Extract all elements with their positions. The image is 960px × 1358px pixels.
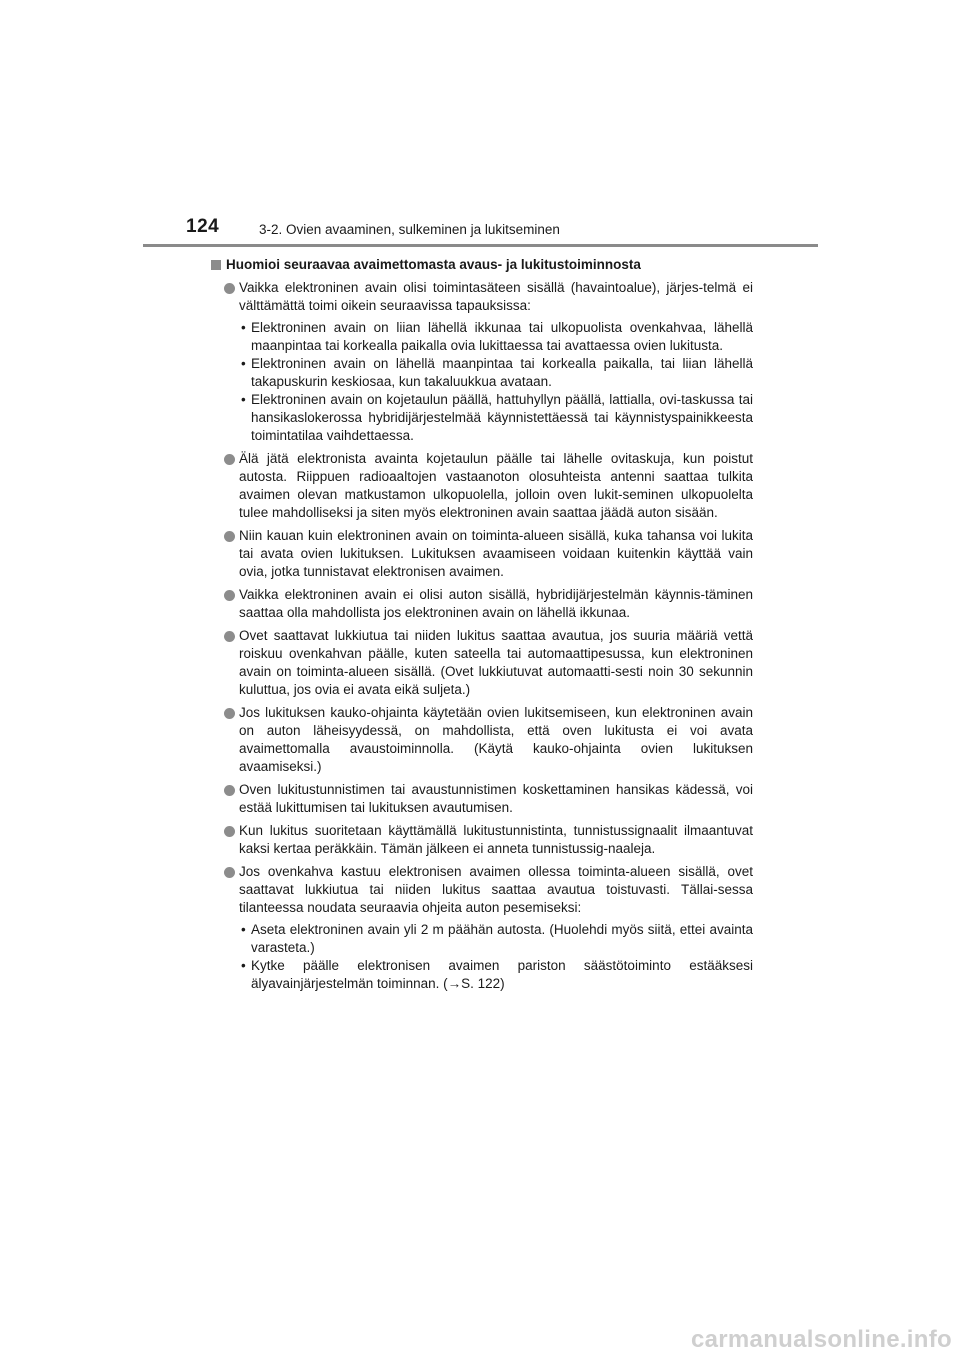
circle-bullet-icon: [224, 785, 235, 796]
paragraph-text: Älä jätä elektronista avainta kojetaulun päälle tai lähelle ovitaskuja, kun poistut autosta. Riippuen radioaaltojen vastaanoton olosuhteista antenni saattaa tulkita avaimen olevan matkustamon ulkopuolella, jolloin oven lukit-seminen ulkopuolelta tulee mahdolliseksi ja siten myös elektroninen avain saattaa jäädä auton sisään.: [239, 451, 753, 520]
chapter-title: 3-2. Ovien avaaminen, sulkeminen ja lukitseminen: [259, 222, 560, 237]
sub-list-item: • Aseta elektroninen avain yli 2 m päähän autosta. (Huolehdi myös siitä, ettei avainta varasteta.): [241, 922, 753, 955]
sub-list: [239, 319, 753, 445]
circle-bullet-icon: [224, 454, 235, 465]
paragraph: [211, 627, 753, 699]
paragraph-text: Vaikka elektroninen avain olisi toimintasäteen sisällä (havaintoalue), järjes-telmä ei välttämättä toimi oikein seuraavissa tapauksissa:: [239, 280, 753, 313]
paragraph-text: Jos ovenkahva kastuu elektronisen avaimen ollessa toiminta-alueen sisällä, ovet saattavat lukkiutua tai niiden lukitus saattaa avautua toistuvasti. Tällai-sessa tilanteessa noudata seuraavia ohjeita auton pesemiseksi:: [239, 864, 753, 915]
section-heading-text: Huomioi seuraavaa avaimettomasta avaus- ja lukitustoiminnosta: [226, 257, 641, 272]
paragraph: [211, 704, 753, 776]
page-number: 124: [186, 216, 220, 237]
paragraph-text: Kun lukitus suoritetaan käyttämällä lukitustunnistinta, tunnistussignaalit ilmaantuvat kaksi kertaa peräkkäin. Tämän jälkeen ei anneta tunnistussig-naaleja.: [239, 823, 753, 856]
sub-list-item: • Elektroninen avain on liian lähellä ikkunaa tai ulkopuolista ovenkahvaa, lähellä maanpintaa tai korkealla paikalla ovia lukittaessa tai avattaessa ovien lukitusta.: [241, 320, 753, 353]
circle-bullet-icon: [224, 283, 235, 294]
paragraph-text: Vaikka elektroninen avain ei olisi auton sisällä, hybridijärjestelmän käynnis-täminen saattaa olla mahdollista jos elektroninen avain on lähellä ikkunaa.: [239, 587, 753, 620]
sub-list-item: • Elektroninen avain on lähellä maanpintaa tai korkealla paikalla, tai liian lähellä takapuskurin keskiosaa, kun takaluukkua avataan.: [241, 356, 753, 389]
paragraph: [211, 279, 753, 445]
circle-bullet-icon: [224, 708, 235, 719]
circle-bullet-icon: [224, 590, 235, 601]
sub-list-item: • Kytke päälle elektronisen avaimen pariston säästötoiminto estääksesi älyavainjärjestelmän toiminnan. (→S. 122): [241, 958, 753, 991]
header-divider: [143, 244, 818, 247]
page-content: [211, 256, 753, 993]
paragraph-text: Ovet saattavat lukkiutua tai niiden lukitus saattaa avautua, jos suuria määriä vettä roiskuu ovenkahvan päälle, kuten sateella tai automaattipesussa, kun elektroninen avain on toiminta-alueen sisällä. (Ovet lukkiutuvat automaatti-sesti noin 30 sekunnin kuluttua, jos ovia ei avata eikä suljeta.): [239, 628, 753, 697]
sub-list-item: • Elektroninen avain on kojetaulun päällä, hattuhyllyn päällä, lattialla, ovi-taskussa tai hansikaslokerossa hybridijärjestelmää käynnistettäessä tai käynnistyspainikkeesta toimintatilaa vaihdettaessa.: [241, 392, 753, 443]
paragraph: [211, 450, 753, 522]
section-heading: [211, 256, 753, 274]
square-bullet-icon: [211, 260, 221, 270]
sub-list: [239, 921, 753, 993]
paragraph: [211, 527, 753, 581]
paragraph-text: Jos lukituksen kauko-ohjainta käytetään ovien lukitsemiseen, kun elektroninen avain on auton läheisyydessä, on mahdollista, että oven lukitusta ei voi avata avaimettomalla avaustoiminnolla. (Käytä kauko-ohjainta ovien lukituksen avaamiseksi.): [239, 705, 753, 774]
circle-bullet-icon: [224, 531, 235, 542]
paragraph: [211, 822, 753, 858]
watermark: carmanualsonline.info: [690, 1326, 952, 1353]
paragraph-text: Niin kauan kuin elektroninen avain on toiminta-alueen sisällä, kuka tahansa voi lukita tai avata ovien lukituksen. Lukituksen avaamiseen voidaan kuitenkin käyttää vain ovia, jotka tunnistavat elektronisen avaimen.: [239, 528, 753, 579]
circle-bullet-icon: [224, 867, 235, 878]
circle-bullet-icon: [224, 631, 235, 642]
paragraph: [211, 586, 753, 622]
paragraph: [211, 781, 753, 817]
paragraph-text: Oven lukitustunnistimen tai avaustunnistimen koskettaminen hansikas kädessä, voi estää lukittumisen tai lukituksen avautumisen.: [239, 782, 753, 815]
paragraph: [211, 863, 753, 993]
circle-bullet-icon: [224, 826, 235, 837]
